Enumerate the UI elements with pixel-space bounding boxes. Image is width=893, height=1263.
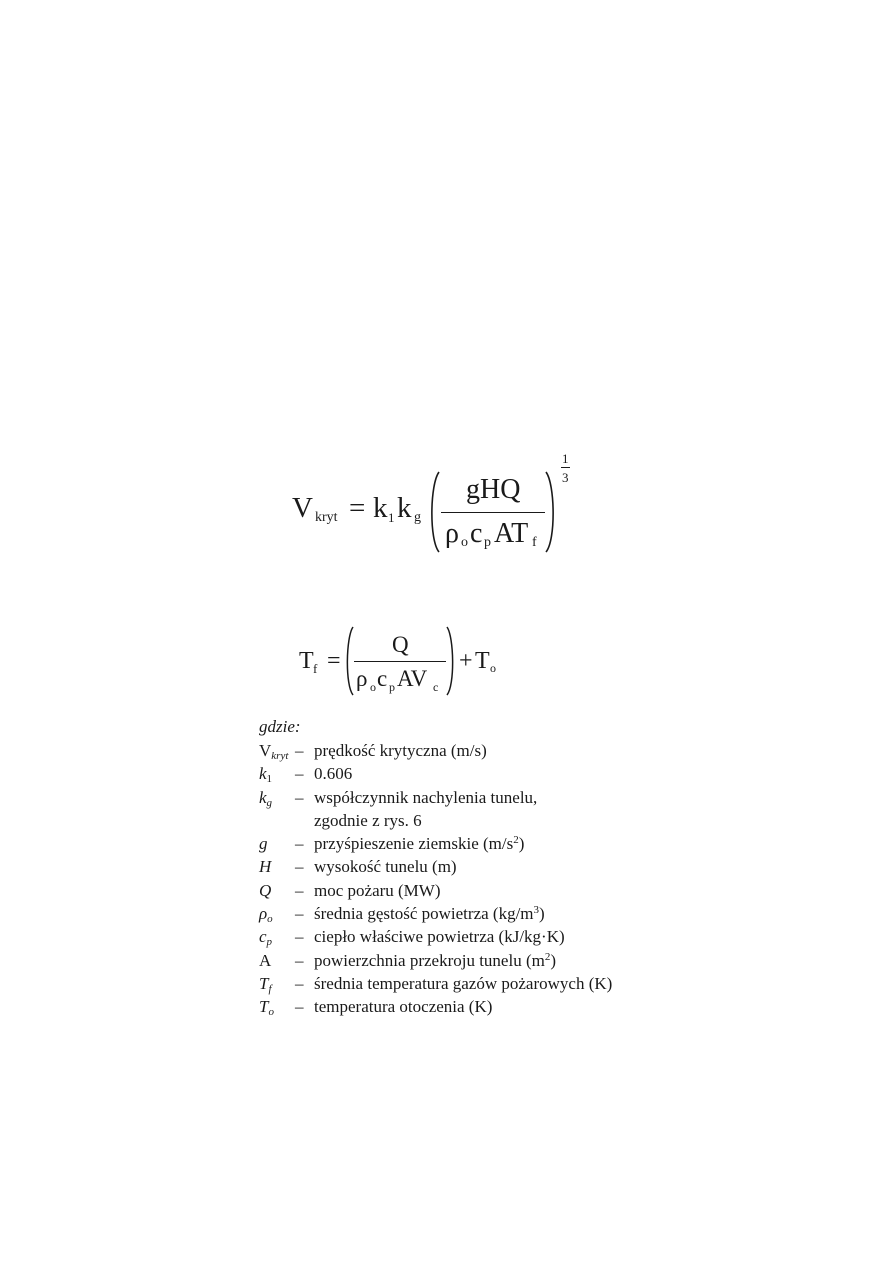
legend-description: temperatura otoczenia (K) bbox=[314, 997, 493, 1017]
legend-item-vkryt bbox=[259, 739, 679, 762]
eq1-k1-sub: 1 bbox=[388, 510, 395, 525]
legend-description: prędkość krytyczna (m/s) bbox=[314, 741, 487, 760]
legend-item-cp bbox=[259, 925, 679, 948]
legend-dash: – bbox=[295, 880, 304, 900]
legend-symbol: g bbox=[259, 834, 268, 854]
eq1-lhs: V bbox=[292, 492, 313, 524]
legend-description: zgodnie z rys. 6 bbox=[314, 810, 422, 830]
legend-dash: – bbox=[295, 927, 304, 947]
eq2-right-paren bbox=[445, 625, 457, 697]
legend-item-to bbox=[259, 995, 679, 1018]
legend-symbol: A bbox=[259, 950, 272, 970]
eq2-den-av: AV bbox=[397, 666, 428, 691]
legend-item-a bbox=[259, 949, 679, 972]
eq2-den-c-sub: p bbox=[389, 680, 395, 694]
legend-dash: – bbox=[295, 973, 304, 993]
eq2-den-av-sub: c bbox=[433, 680, 439, 694]
eq1-lhs-sub: kryt bbox=[315, 510, 338, 525]
legend-description: ciepło właściwe powietrza (kJ/kg·K) bbox=[314, 927, 565, 947]
legend-description: współczynnik nachylenia tunelu, bbox=[314, 787, 538, 807]
legend-item-kg bbox=[259, 786, 679, 809]
legend-description: moc pożaru (MW) bbox=[314, 880, 441, 900]
legend-symbol: Q bbox=[259, 880, 272, 900]
eq1-kg: k bbox=[397, 492, 412, 524]
legend-symbol: $c_p$ bbox=[259, 927, 273, 949]
legend-item-kg-continued bbox=[259, 809, 679, 832]
eq2-den-rho: ρ bbox=[356, 666, 368, 691]
eq2-den-c: c bbox=[377, 666, 388, 691]
eq2-lhs: T bbox=[299, 648, 314, 674]
eq2-lhs-sub: f bbox=[313, 661, 318, 676]
legend-item-q bbox=[259, 879, 679, 902]
legend-description: wysokość tunelu (m) bbox=[314, 857, 457, 877]
legend-symbol: $T_f$ bbox=[259, 973, 272, 995]
legend-dash: – bbox=[295, 904, 304, 924]
eq2-rhs: T bbox=[475, 648, 490, 674]
eq1-exp-num: 1 bbox=[562, 451, 569, 466]
legend-dash: – bbox=[295, 857, 304, 877]
eq1-exp-den: 3 bbox=[562, 470, 569, 485]
eq1-den-c: c bbox=[470, 518, 483, 549]
eq1-den-rho-sub: o bbox=[461, 535, 468, 550]
legend-description: 0.606 bbox=[314, 764, 353, 784]
symbol-legend bbox=[259, 715, 679, 1019]
legend-item-g bbox=[259, 832, 679, 855]
legend-title: gdzie: bbox=[259, 717, 301, 736]
legend-item-rho bbox=[259, 902, 679, 925]
legend-item-h bbox=[259, 855, 679, 878]
legend-dash: – bbox=[295, 764, 304, 784]
legend-symbol: $\rho_o$ bbox=[259, 904, 273, 926]
legend-dash: – bbox=[295, 997, 304, 1017]
legend-dash: – bbox=[295, 834, 304, 854]
legend-description: średnia gęstość powietrza $(kg/m^3)$ bbox=[314, 904, 545, 924]
legend-item-k1 bbox=[259, 762, 679, 785]
legend-symbol: H bbox=[259, 857, 272, 877]
eq2-fraction-bar bbox=[354, 661, 446, 662]
eq1-kg-sub: g bbox=[414, 510, 421, 525]
legend-symbol: $k_g$ bbox=[259, 787, 273, 809]
eq1-equals: = bbox=[349, 492, 366, 524]
eq2-den-rho-sub: o bbox=[370, 680, 376, 694]
legend-dash: – bbox=[295, 950, 304, 970]
eq2-plus: + bbox=[459, 648, 473, 674]
legend-symbol: $V_{kryt}$ bbox=[259, 741, 289, 762]
eq1-den-at: AT bbox=[494, 518, 529, 549]
eq1-k1: k bbox=[373, 492, 388, 524]
legend-description: średnia temperatura gazów pożarowych (K) bbox=[314, 973, 613, 993]
eq2-equals: = bbox=[327, 648, 341, 674]
legend-dash: – bbox=[295, 787, 304, 807]
eq1-den-rho: ρ bbox=[445, 518, 459, 549]
legend-symbol: $k_1$ bbox=[259, 764, 273, 786]
legend-dash: – bbox=[295, 741, 304, 760]
legend-description: przyśpieszenie ziemskie $(m/s^2)$ bbox=[314, 834, 525, 854]
eq2-numerator: Q bbox=[392, 632, 409, 657]
eq1-den-at-sub: f bbox=[532, 535, 537, 550]
eq2-rhs-sub: o bbox=[490, 661, 496, 675]
eq1-den-c-sub: p bbox=[484, 535, 491, 550]
eq1-numerator: gHQ bbox=[466, 474, 521, 505]
legend-item-tf bbox=[259, 972, 679, 995]
legend-description: powierzchnia przekroju tunelu $(m^2)$ bbox=[314, 950, 556, 970]
legend-symbol: $T_o$ bbox=[259, 997, 274, 1019]
